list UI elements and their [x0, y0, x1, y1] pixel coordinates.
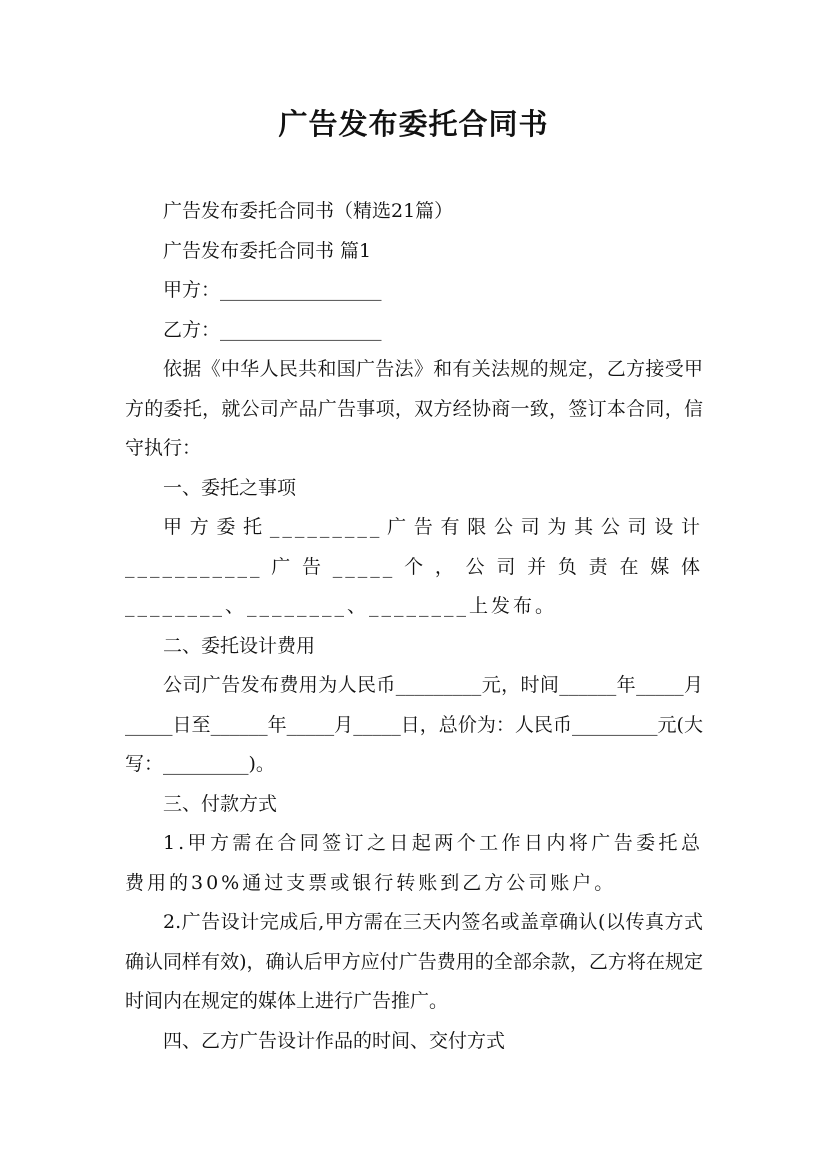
- paragraph-section-2: 公司广告发布费用为人民币_________元，时间______年_____月_____日至______年_____月_____日，总价为：人民币_________元(大写：_________)。: [125, 674, 703, 775]
- section-heading-3: 三、付款方式: [163, 792, 278, 815]
- document-body: [125, 192, 703, 1061]
- document-title: 广告发布委托合同书: [278, 107, 549, 141]
- paragraph-section-1: 甲方委托_________广告有限公司为其公司设计___________广告_____个，公司并负责在媒体________、________、________上发布。: [125, 516, 703, 617]
- section-heading-1: 一、委托之事项: [163, 476, 297, 499]
- paragraph-party-b: 乙方：_________________: [163, 318, 382, 341]
- paragraph-payment-2: 2.广告设计完成后,甲方需在三天内签名或盖章确认(以传真方式确认同样有效)，确认后甲方应付广告费用的全部余款，乙方将在规定时间内在规定的媒体上进行广告推广。: [125, 911, 703, 1012]
- paragraph-preamble: 依据《中华人民共和国广告法》和有关法规的规定，乙方接受甲方的委托，就公司产品广告事项，双方经协商一致，签订本合同，信守执行：: [125, 358, 703, 459]
- paragraph-payment-1: 1.甲方需在合同签订之日起两个工作日内将广告委托总费用的30%通过支票或银行转账到乙方公司账户。: [125, 832, 703, 894]
- paragraph-article-heading: 广告发布委托合同书 篇1: [163, 239, 372, 262]
- paragraph-party-a: 甲方：_________________: [163, 279, 382, 301]
- section-heading-2: 二、委托设计费用: [163, 634, 316, 657]
- section-heading-4: 四、乙方广告设计作品的时间、交付方式: [163, 1029, 506, 1052]
- paragraph-subtitle: 广告发布委托合同书（精选21篇）: [163, 200, 454, 222]
